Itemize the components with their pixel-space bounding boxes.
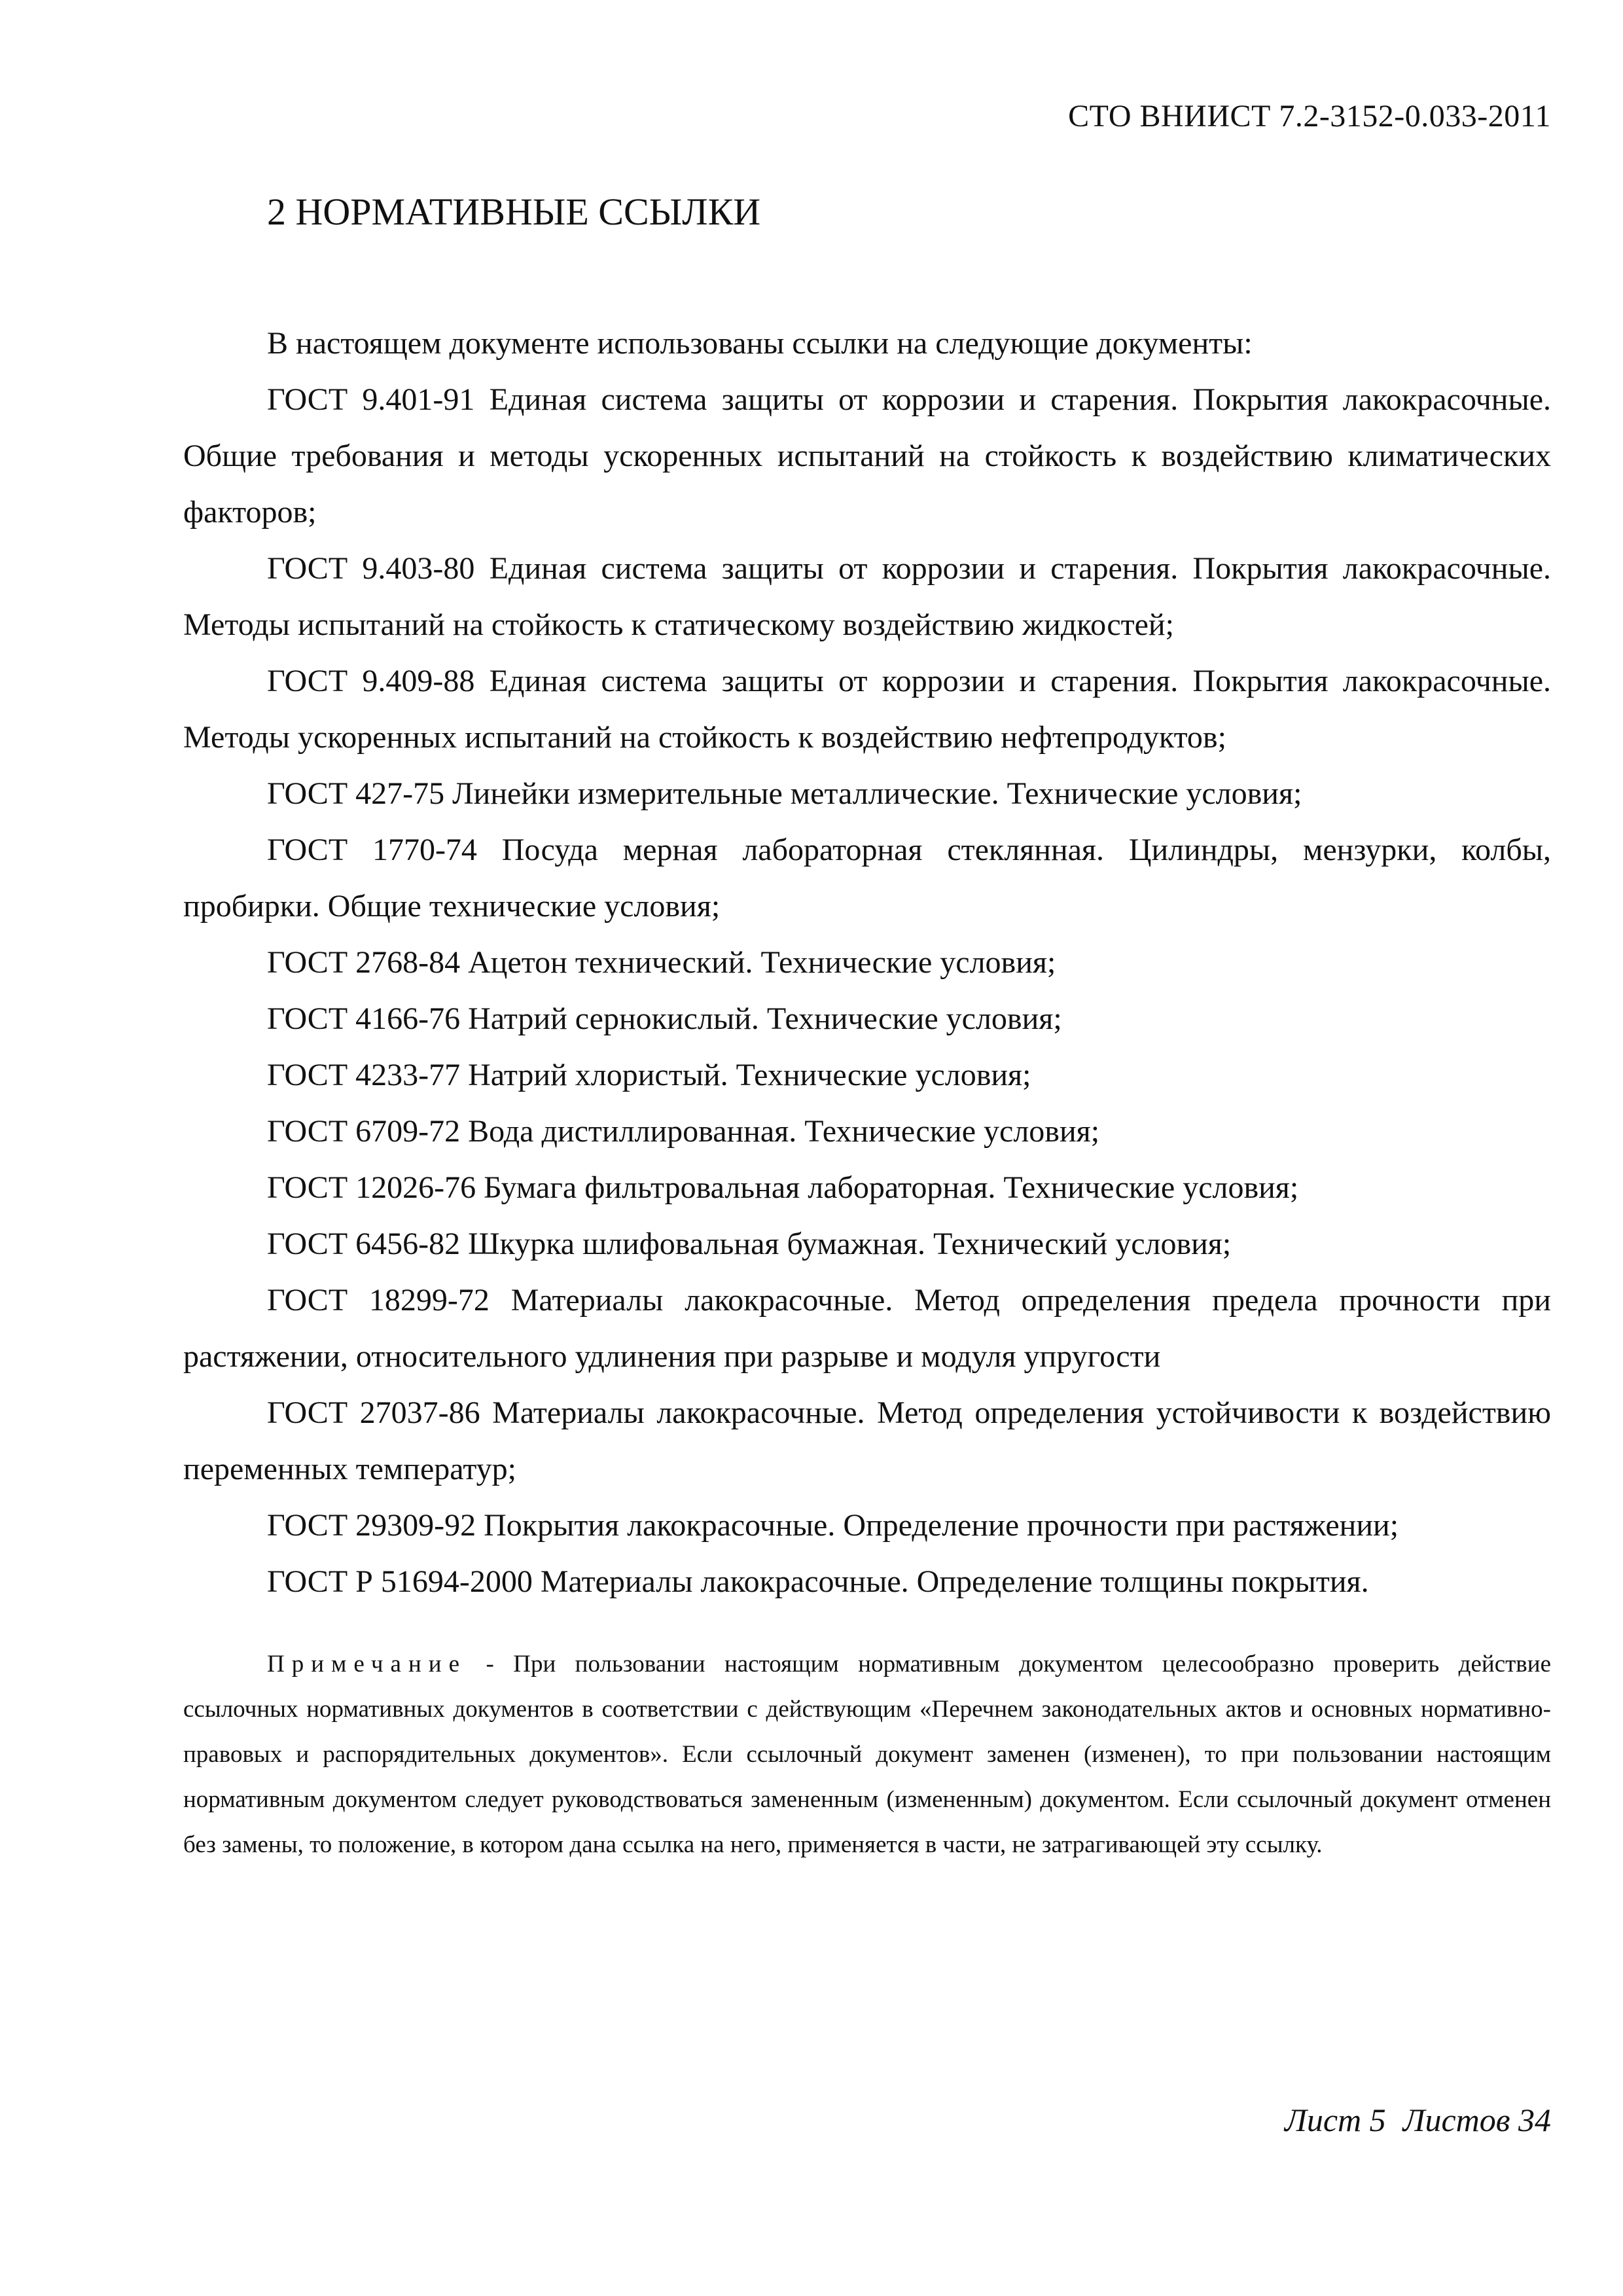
reference-item: ГОСТ 427-75 Линейки измерительные металлические. Технические условия; bbox=[267, 776, 1302, 811]
reference-item: ГОСТ Р 51694-2000 Материалы лакокрасочные. Определение толщины покрытия. bbox=[267, 1564, 1369, 1599]
reference-item: ГОСТ 12026-76 Бумага фильтровальная лабораторная. Технические условия; bbox=[267, 1170, 1299, 1205]
reference-item: ГОСТ 4166-76 Натрий сернокислый. Технические условия; bbox=[267, 1001, 1062, 1036]
section-title: 2 НОРМАТИВНЫЕ ССЫЛКИ bbox=[267, 190, 761, 233]
reference-item: ГОСТ 18299-72 Материалы лакокрасочные. Метод определения предела прочности при растяжении, относительного удлинения при разрыве и модуля упругости bbox=[183, 1283, 1551, 1374]
reference-item: ГОСТ 2768-84 Ацетон технический. Технические условия; bbox=[267, 945, 1056, 980]
reference-item: ГОСТ 4233-77 Натрий хлористый. Технические условия; bbox=[267, 1058, 1031, 1092]
reference-item: ГОСТ 9.401-91 Единая система защиты от коррозии и старения. Покрытия лакокрасочные. Общие требования и методы ускоренных испытаний на стойкость к воздействию климатических факторов; bbox=[183, 382, 1551, 529]
reference-item: ГОСТ 6456-82 Шкурка шлифовальная бумажная. Технический условия; bbox=[267, 1227, 1232, 1261]
references-body bbox=[183, 315, 1551, 1610]
sheets-total: Листов 34 bbox=[1402, 2102, 1551, 2138]
sheet-footer bbox=[1285, 2101, 1551, 2139]
note-label: Примечание bbox=[267, 1651, 467, 1677]
reference-item: ГОСТ 1770-74 Посуда мерная лабораторная стеклянная. Цилиндры, мензурки, колбы, пробирки. Общие технические условия; bbox=[183, 833, 1551, 924]
reference-item: ГОСТ 6709-72 Вода дистиллированная. Технические условия; bbox=[267, 1114, 1100, 1149]
reference-item: ГОСТ 9.403-80 Единая система защиты от коррозии и старения. Покрытия лакокрасочные. Методы испытаний на стойкость к статическому воздействию жидкостей; bbox=[183, 551, 1551, 642]
intro-paragraph: В настоящем документе использованы ссылки на следующие документы: bbox=[267, 326, 1253, 361]
reference-item: ГОСТ 29309-92 Покрытия лакокрасочные. Определение прочности при растяжении; bbox=[267, 1508, 1399, 1543]
document-code: СТО ВНИИСТ 7.2-3152-0.033-2011 bbox=[1068, 99, 1551, 134]
reference-item: ГОСТ 9.409-88 Единая система защиты от коррозии и старения. Покрытия лакокрасочные. Методы ускоренных испытаний на стойкость к воздействию нефтепродуктов; bbox=[183, 664, 1551, 755]
reference-item: ГОСТ 27037-86 Материалы лакокрасочные. Метод определения устойчивости к воздействию переменных температур; bbox=[183, 1395, 1551, 1486]
sheet-number: Лист 5 bbox=[1284, 2102, 1386, 2138]
note-text: При пользовании настоящим нормативным документом целесообразно проверить действие ссылочных нормативных документов в соответствии с действующим «Перечнем законодательных актов и основных нормативно-правовых и распорядительных документов». Если ссылочный документ заменен (изменен), то при пользовании настоящим нормативным документом следует руководствоваться замененным (измененным) документом. Если ссылочный документ отменен без замены, то положение, в котором дана ссылка на него, применяется в части, не затрагивающей эту ссылку. bbox=[183, 1651, 1552, 1858]
note-separator: - bbox=[467, 1651, 514, 1677]
note-paragraph bbox=[183, 1641, 1551, 1867]
